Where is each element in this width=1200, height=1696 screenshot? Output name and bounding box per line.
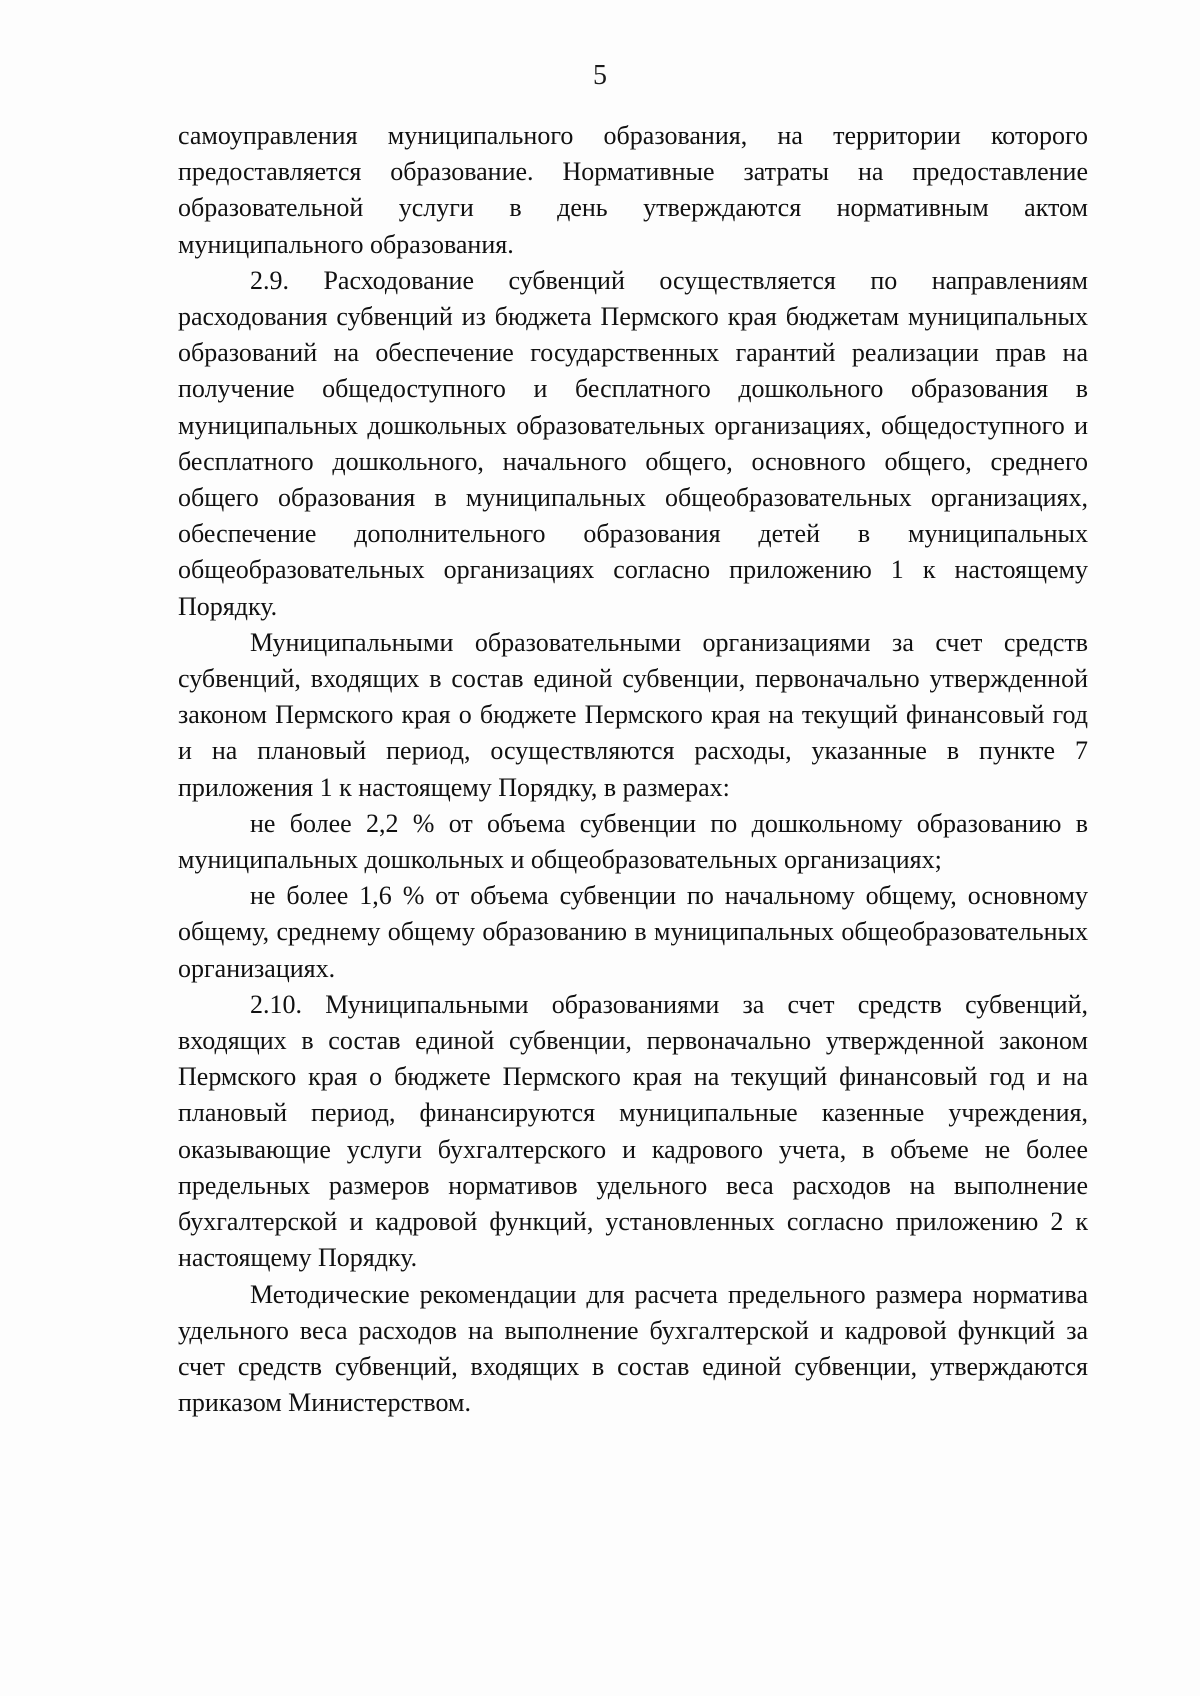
paragraph-expenses: Муниципальными образовательными организациями за счет средств субвенций, входящих в состав единой субвенции, первоначально утвержденной законом Пермского края о бюджете Пермского края на текущий финансовый год и на плановый период, осуществляются расходы, указанные в пункте 7 приложения 1 к настоящему Порядку, в размерах: [178,627,1088,802]
paragraph-limit-preschool: не более 2,2 % от объема субвенции по дошкольному образованию в муниципальных дошкольных и общеобразовательных организациях; [178,808,1088,875]
paragraph-limit-general: не более 1,6 % от объема субвенции по начальному общему, основному общему, среднему общему образованию в муниципальных общеобразовательных организациях. [178,881,1088,983]
document-body [178,118,1088,1421]
paragraph-continuation: самоуправления муниципального образования, на территории которого предоставляется образование. Нормативные затраты на предоставление образовательной услуги в день утверждаются нормативным актом муниципального образования. [178,121,1088,259]
paragraph-2-9: 2.9. Расходование субвенций осуществляется по направлениям расходования субвенций из бюджета Пермского края бюджетам муниципальных образований на обеспечение государственных гарантий реализации прав на получение общедоступного и бесплатного дошкольного образования в муниципальных дошкольных образовательных организациях, общедоступного и бесплатного дошкольного, начального общего, основного общего, среднего общего образования в муниципальных общеобразовательных организациях, обеспечение дополнительного образования детей в муниципальных общеобразовательных организациях согласно приложению 1 к настоящему Порядку. [178,265,1088,621]
page-number: 5 [593,60,607,91]
paragraph-2-10: 2.10. Муниципальными образованиями за счет средств субвенций, входящих в состав единой субвенции, первоначально утвержденной законом Пермского края о бюджете Пермского края на текущий финансовый год и на плановый период, финансируются муниципальные казенные учреждения, оказывающие услуги бухгалтерского и кадрового учета, в объеме не более предельных размеров нормативов удельного веса расходов на выполнение бухгалтерской и кадровой функций, установленных согласно приложению 2 к настоящему Порядку. [178,989,1088,1273]
paragraph-methodical-recommendations: Методические рекомендации для расчета предельного размера норматива удельного веса расходов на выполнение бухгалтерской и кадровой функций за счет средств субвенций, входящих в состав единой субвенции, утверждаются приказом Министерством. [178,1279,1088,1418]
